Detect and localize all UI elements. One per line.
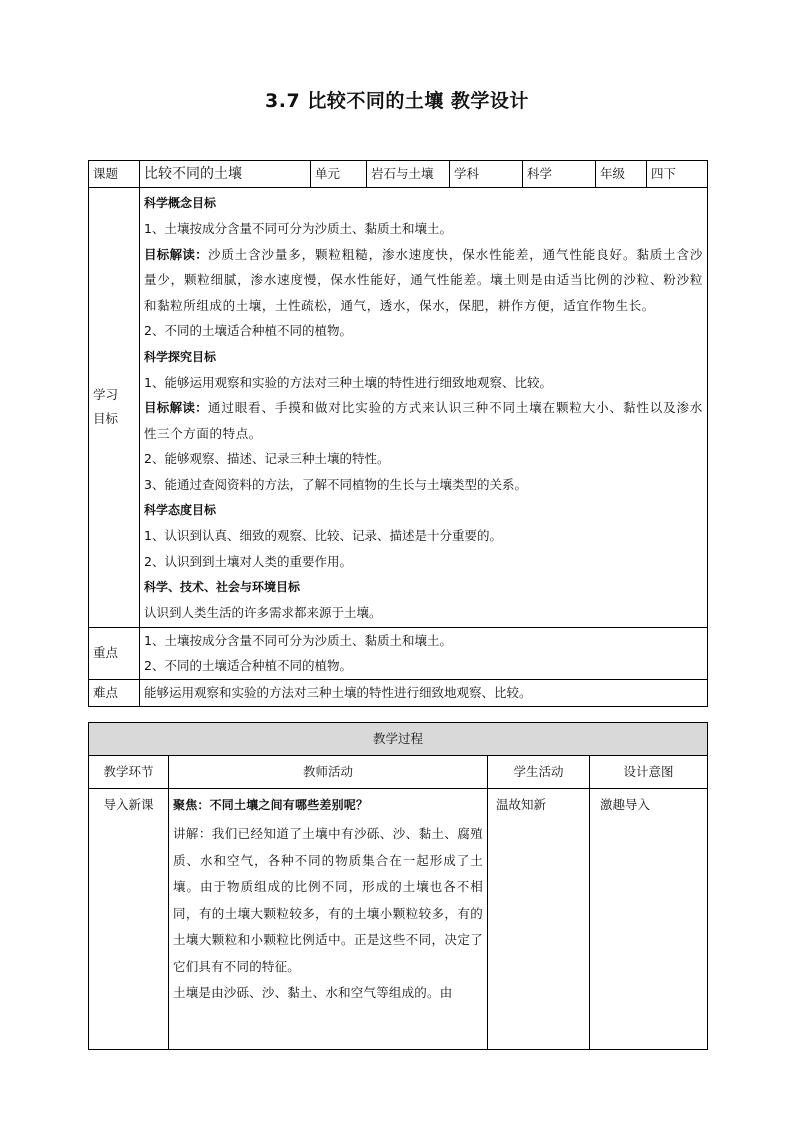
col-stage: 教学环节 [89, 756, 169, 789]
difficult-points-label: 难点 [89, 679, 140, 706]
difficult-points-row [89, 679, 708, 706]
goals-label-line-2: 目标 [93, 411, 119, 427]
sts-goal-1: 认识到人类生活的许多需求都来源于土壤。 [144, 605, 382, 620]
student-activity-intro: 温故知新 [488, 789, 590, 1050]
key-point-1: 1、土壤按成分含量不同可分为沙质土、黏质土和壤土。 [144, 632, 452, 648]
stage-intro: 导入新课 [89, 789, 169, 1050]
subject-label: 学科 [450, 161, 523, 188]
key-point-2: 2、不同的土壤适合种植不同的植物。 [144, 658, 352, 673]
grade-value: 四下 [647, 161, 708, 188]
topic-row [89, 161, 708, 188]
subject-value: 科学 [523, 161, 596, 188]
concept-goal-2: 2、不同的土壤适合种植不同的植物。 [144, 323, 352, 338]
teacher-focus-question: 聚焦：不同土壤之间有哪些差别呢？ [173, 798, 369, 812]
inquiry-goal-heading: 科学探究目标 [144, 349, 217, 364]
key-points-label: 重点 [89, 627, 140, 679]
inquiry-goal-2: 2、能够观察、描述、记录三种土壤的特性。 [144, 451, 390, 466]
process-row-intro [89, 789, 708, 1050]
teacher-activity-intro [169, 789, 488, 1050]
attitude-goal-2: 2、认识到到土壤对人类的重要作用。 [144, 553, 352, 569]
topic-label: 课题 [89, 161, 140, 188]
design-intent-intro: 激趣导入 [590, 789, 708, 1050]
inquiry-goal-3: 3、能通过查阅资料的方法，了解不同植物的生长与土壤类型的关系。 [144, 476, 527, 492]
inquiry-goal-1: 1、能够运用观察和实验的方法对三种土壤的特性进行细致地观察、比较。 [144, 374, 552, 390]
process-banner-row [89, 723, 708, 756]
inquiry-interp-text: 通过眼看、手摸和做对比实验的方式来认识三种不同土壤在颗粒大小、黏性以及渗水性三个方面的特点。 [144, 400, 703, 441]
process-banner: 教学过程 [89, 723, 708, 756]
page-title: 3.7 比较不同的土壤 教学设计 [265, 90, 529, 112]
goals-label [89, 188, 140, 628]
goals-content [140, 188, 708, 628]
col-teacher: 教师活动 [169, 756, 488, 789]
difficult-point-1: 能够运用观察和实验的方法对三种土壤的特性进行细致地观察、比较。 [140, 679, 708, 706]
teacher-explanation-cont: 土壤是由沙砾、沙、黏土、水和空气等组成的。由 [173, 985, 453, 1000]
process-header-row [89, 756, 708, 789]
attitude-goal-heading: 科学态度目标 [144, 503, 217, 517]
concept-interp-text: 沙质土含沙量多，颗粒粗糙，渗水速度快，保水性能差，通气性能良好。黏质土含沙量少，颗粒细腻，渗水速度慢，保水性能好，通气性能差。壤土则是由适当比例的沙粒、粉沙粒和黏粒所组成的土壤，土性疏松，通气，透水，保水，保肥，耕作方便，适宜作物生长。 [144, 246, 703, 313]
goals-row [89, 188, 708, 628]
goals-label-line-1: 学习 [93, 387, 119, 403]
inquiry-goal-interpretation [144, 395, 703, 446]
topic-value: 比较不同的土壤 [140, 161, 311, 188]
col-intent: 设计意图 [590, 756, 708, 789]
unit-label: 单元 [311, 161, 367, 188]
sts-goal-heading: 科学、技术、社会与环境目标 [144, 580, 301, 594]
concept-goal-1: 1、土壤按成分含量不同可分为沙质土、黏质土和壤土。 [144, 221, 452, 236]
concept-interp-label: 目标解读： [144, 246, 208, 262]
lesson-info-table [88, 160, 708, 707]
attitude-goal-1: 1、认识到认真、细致的观察、比较、记录、描述是十分重要的。 [144, 528, 502, 543]
teacher-explanation: 讲解：我们已经知道了土壤中有沙砾、沙、黏土、腐殖质、水和空气，各种不同的物质集合在一起形成了土壤。由于物质组成的比例不同，形成的土壤也各不相同，有的土壤大颗粒较多，有的土壤小颗粒较多，有的土壤大颗粒和小颗粒比例适中。正是这些不同，决定了它们具有不同的特征。 [173, 826, 483, 974]
key-points-row [89, 627, 708, 679]
teaching-process-table [88, 722, 708, 1050]
inquiry-interp-label: 目标解读： [144, 400, 208, 415]
grade-label: 年级 [596, 161, 647, 188]
key-points-content [140, 627, 708, 679]
col-student: 学生活动 [488, 756, 590, 789]
concept-goal-interpretation [144, 242, 703, 319]
concept-goal-heading: 科学概念目标 [144, 196, 217, 210]
unit-value: 岩石与土壤 [367, 161, 450, 188]
